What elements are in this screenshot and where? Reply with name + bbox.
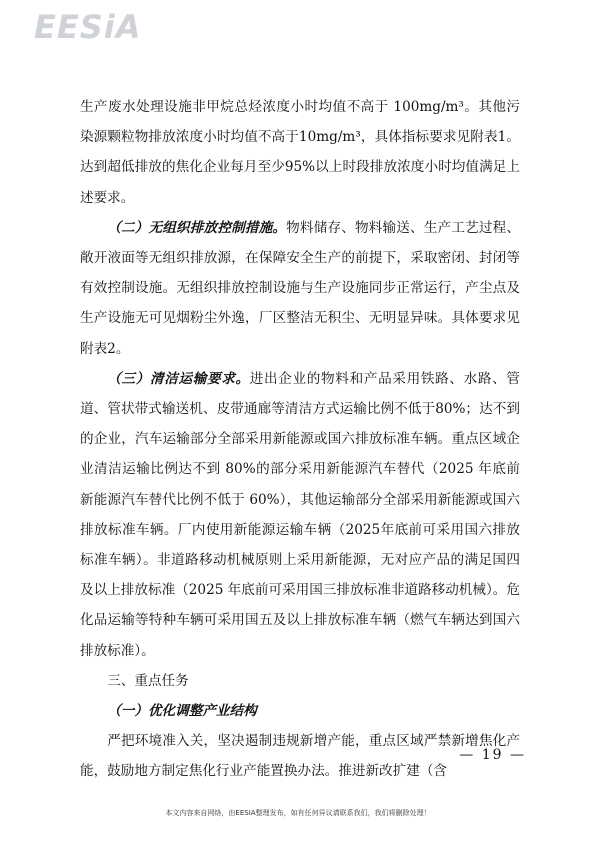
document-body: [80, 92, 520, 787]
heading-industry-structure: （一）优化调整产业结构: [107, 703, 257, 720]
body-fugitive-emissions: 物料储存、物料输送、生产工艺过程、敞开液面等无组织排放源，在保障安全生产的前提下，采取密闭、封闭等有效控制设施。无组织排放控制设施与生产设施同步正常运行，产尘点及生产设施无可见烟粉尘外逸，厂区整洁无积尘、无明显异味。具体要求见附表2。: [80, 219, 521, 357]
heading-clean-transport: （三）清洁运输要求。: [107, 370, 250, 387]
paragraph-fugitive-emissions: [80, 213, 520, 364]
paragraph-emission-limits: 生产废水处理设施非甲烷总烃浓度小时均值不高于 100mg/m³。其他污染源颗粒物排放浓度小时均值不高于10mg/m³，具体指标要求见附表1。达到超低排放的焦化企业每月至少95%以上时段排放浓度小时均值满足上述要求。: [80, 99, 520, 206]
paragraph-industry-structure-heading: [80, 696, 520, 726]
eesia-logo: EESiA: [34, 8, 142, 46]
paragraph-clean-transport: [80, 364, 520, 666]
body-clean-transport: 进出企业的物料和产品采用铁路、水路、管道、管状带式输送机、皮带通廊等清洁方式运输比例不低于80%；达不到的企业，汽车运输部分全部采用新能源或国六排放标准车辆。重点区域企业清洁运输比例达不到 80%的部分采用新能源汽车替代（2025 年底前新能源汽车替代比例不低于 60%），其他运输部分全部采用新能源或国六排放标准车辆。厂内使用新能源运输车辆（2025年底前可采用国六排放标准车辆）。非道路移动机械原则上采用新能源，无对应产品的满足国四及以上排放标准（2025 年底前可采用国三排放标准非道路移动机械）。危化品运输等特种车辆可采用国五及以上排放标准车辆（燃气车辆达到国六排放标准）。: [80, 370, 520, 659]
section-title-key-tasks: 三、重点任务: [107, 672, 189, 689]
footer-disclaimer: 本文内容来自网络，由EESIA整理发布，如有任何异议请联系我们，我们将删除处理！: [165, 809, 431, 817]
page-number: — 19 —: [459, 747, 526, 763]
paragraph-environmental-access: 严把环境准入关，坚决遏制违规新增产能，重点区域严禁新增焦化产能，鼓励地方制定焦化行业产能置换办法。推进新改扩建（含: [80, 733, 520, 780]
heading-fugitive-emissions: （二）无组织排放控制措施。: [107, 219, 287, 236]
